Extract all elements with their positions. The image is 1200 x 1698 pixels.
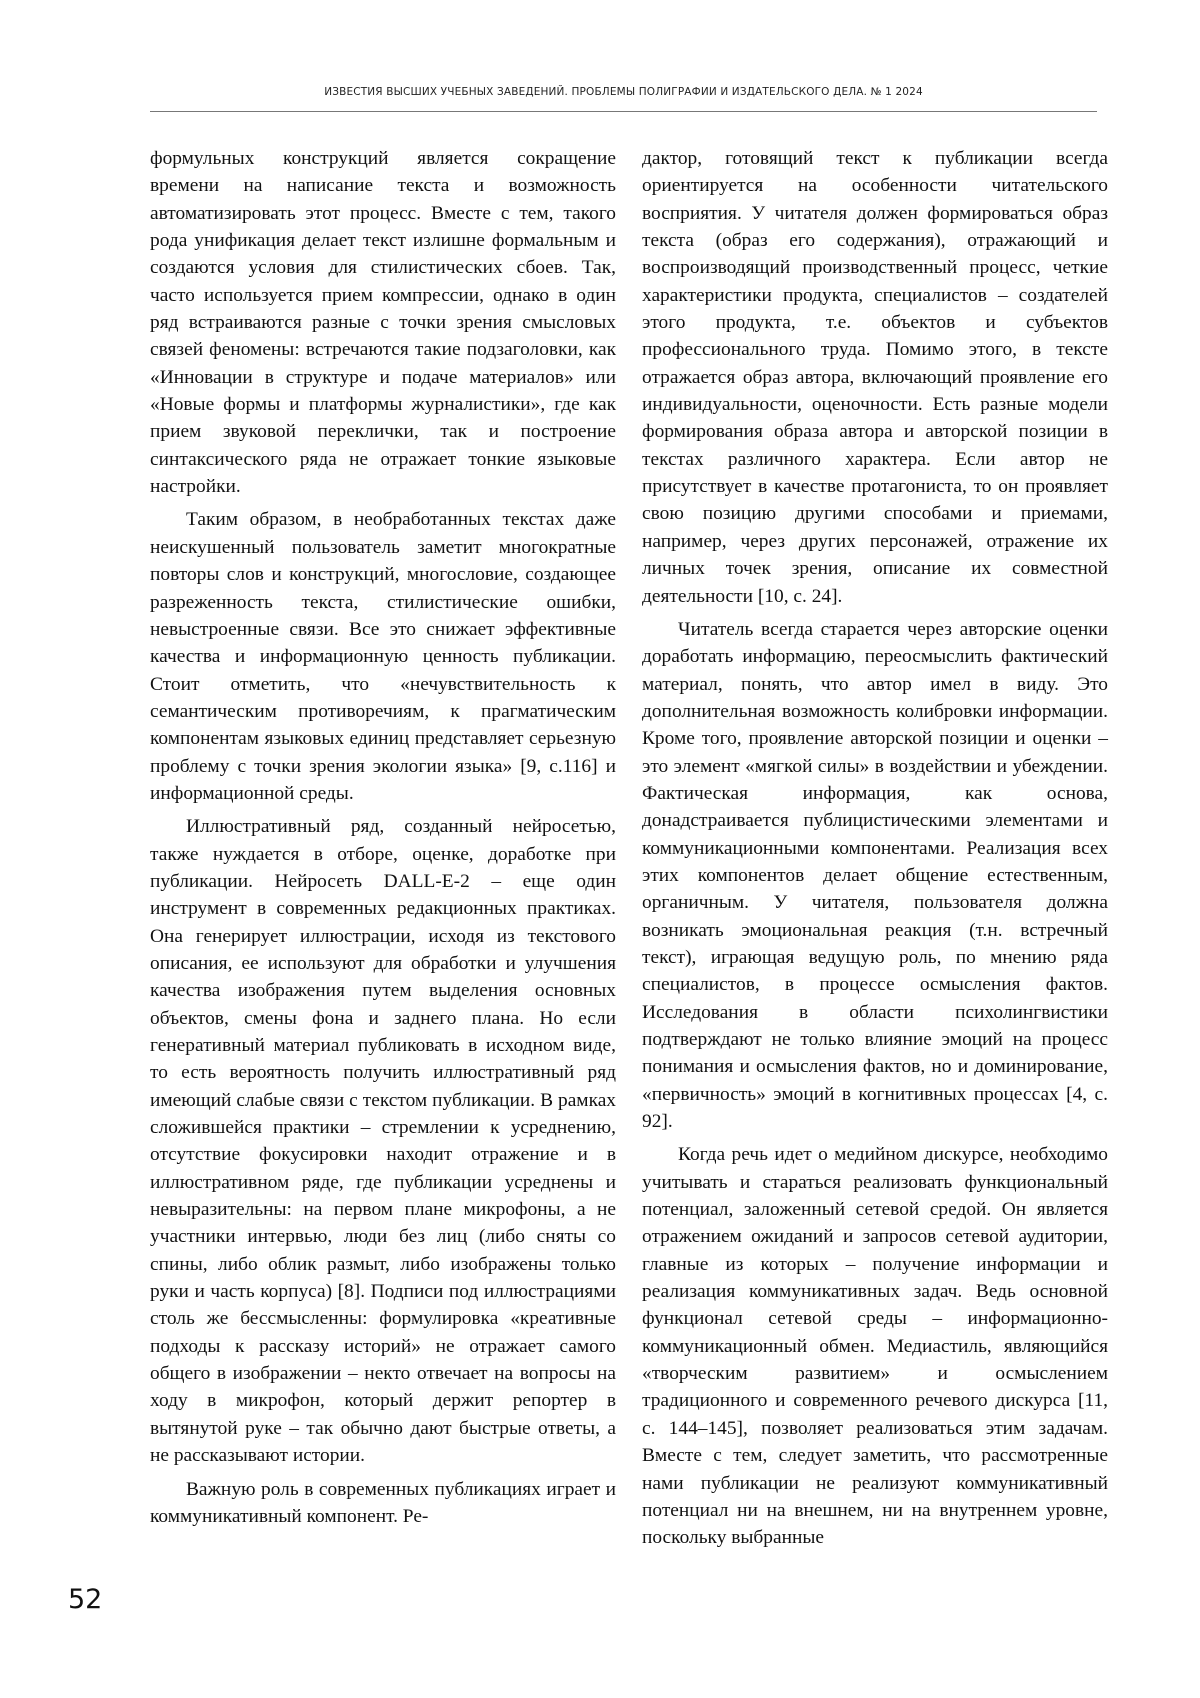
paragraph: Важную роль в современных публикациях играет и коммуникативный компонент. Ре-	[150, 1478, 616, 1527]
paragraph: Читатель всегда старается через авторские оценки доработать информацию, переосмыслить фактический материал, понять, что автор имел в виду. Это дополнительная возможность колибровки информации. Кроме того, проявление авторской позиции и оценки – это элемент «мягкой силы» в воздействии и убеждении. Фактическая информация, как основа, донадстраивается публицистическими элементами и коммуникационными компонентами. Реализация всех этих компонентов делает общение естественным, органичным. У читателя, пользователя должна возникать эмоциональная реакция (т.н. встречный текст), играющая ведущую роль, по мнению ряда специалистов, в процессе осмысления фактов. Исследования в области психолингвистики подтверждают не только влияние эмоций на процесс понимания и осмысления фактов, но и доминирование, «первичность» эмоций в когнитивных процессах [4, с. 92].	[642, 618, 1108, 1133]
running-header: ИЗВЕСТИЯ ВЫСШИХ УЧЕБНЫХ ЗАВЕДЕНИЙ. ПРОБЛЕМЫ ПОЛИГРАФИИ И ИЗДАТЕЛЬСКОГО ДЕЛА. № 1 2024	[324, 86, 923, 98]
paragraph: дактор, готовящий текст к публикации всегда ориентируется на особенности читательского восприятия. У читателя должен формироваться образ текста (образ его содержания), отражающий и воспроизводящий производственный процесс, четкие характеристики продукта, специалистов – создателей этого продукта, т.е. объектов и субъектов профессионального труда. Помимо этого, в тексте отражается образ автора, включающий проявление его индивидуальности, оценочности. Есть разные модели формирования образа автора и авторской позиции в текстах различного характера. Если автор не присутствует в качестве протагониста, то он проявляет свою позицию другими способами и приемами, например, через других персонажей, отражение их личных точек зрения, описание их совместной деятельности [10, с. 24].	[642, 148, 1108, 607]
header-rule	[150, 111, 1097, 112]
right-column	[642, 145, 1108, 1552]
paragraph: Иллюстративный ряд, созданный нейросетью, также нуждается в отборе, оценке, доработке при публикации. Нейросеть DALL-E-2 – еще один инструмент в современных редакционных практиках. Она генерирует иллюстрации, исходя из текстового описания, ее используют для обработки и улучшения качества изображения путем выделения основных объектов, смены фона и заднего плана. Но если генеративный материал публиковать в исходном виде, то есть вероятность получить иллюстративный ряд имеющий слабые связи с текстом публикации. В рамках сложившейся практики – стремлении к усреднению, отсутствие фокусировки находит отражение и в иллюстративном ряде, где публикации усреднены и невыразительны: на первом плане микрофоны, а не участники интервью, люди без лиц (либо сняты со спины, либо облик размыт, либо изображены только руки и часть корпуса) [8]. Подписи под иллюстрациями столь же бессмысленны: формулировка «креативные подходы к рассказу историй» не отражает самого общего в изображении – некто отвечает на вопросы на ходу в микрофон, который держит репортер в вытянутой руке – так обычно дают быстрые ответы, а не рассказывают истории.	[150, 816, 616, 1467]
page-number: 52	[68, 1584, 103, 1615]
left-column	[150, 145, 616, 1530]
paragraph: формульных конструкций является сокращение времени на написание текста и возможность автоматизировать этот процесс. Вместе с тем, такого рода унификация делает текст излишне формальным и создаются условия для стилистических сбоев. Так, часто используется прием компрессии, однако в один ряд встраиваются разные с точки зрения смысловых связей феномены: встречаются такие подзаголовки, как «Инновации в структуре и подаче материалов» или «Новые формы и платформы журналистики», где как прием звуковой переклички, так и построение синтаксического ряда не отражает тонкие языковые настройки.	[150, 148, 616, 498]
paragraph: Когда речь идет о медийном дискурсе, необходимо учитывать и стараться реализовать функциональный потенциал, заложенный сетевой средой. Он является отражением ожиданий и запросов сетевой аудитории, главные из которых – получение информации и реализация коммуникативных задач. Ведь основной функционал сетевой среды – информационно-коммуникационный обмен. Медиастиль, являющийся «творческим развитием» и осмыслением традиционного и современного речевого дискурса [11, с. 144–145], позволяет реализоваться этим задачам. Вместе с тем, следует заметить, что рассмотренные нами публикации не реализуют коммуникативный потенциал ни на внешнем, ни на внутреннем уровне, поскольку выбранные	[642, 1144, 1108, 1549]
paragraph: Таким образом, в необработанных текстах даже неискушенный пользователь заметит многократные повторы слов и конструкций, многословие, создающее разреженность текста, стилистические ошибки, невыстроенные связи. Все это снижает эффективные качества и информационную ценность публикации. Стоит отметить, что «нечувствительность к семантическим противоречиям, к прагматическим компонентам языковых единиц представляет серьезную проблему с точки зрения экологии языка» [9, с.116] и информационной среды.	[150, 509, 616, 804]
